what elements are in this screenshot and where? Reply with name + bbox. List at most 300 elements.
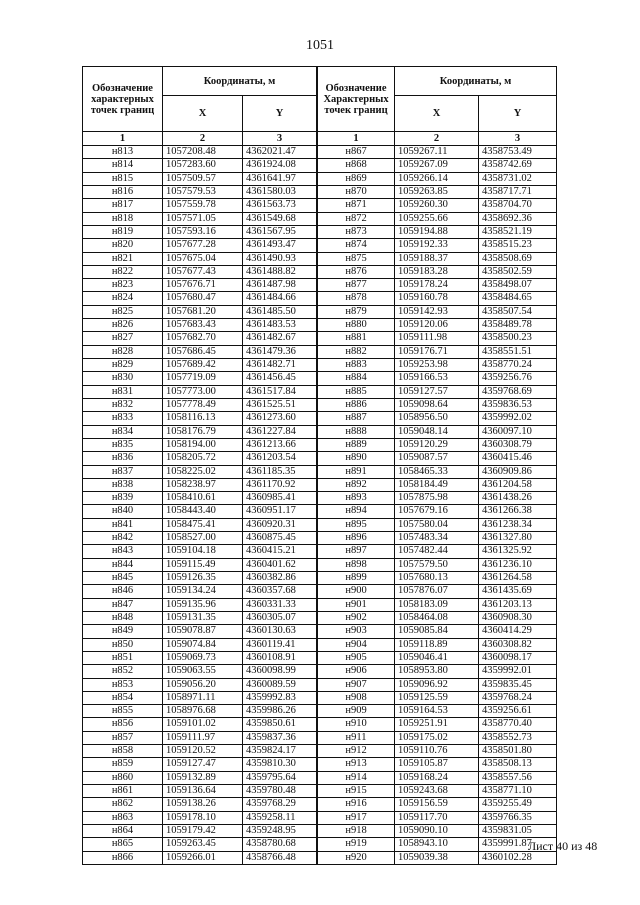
x-coordinate: 1059110.76	[395, 745, 479, 758]
table-row	[318, 438, 557, 451]
x-coordinate: 1058956.50	[395, 412, 479, 425]
y-coordinate: 4358508.13	[479, 758, 557, 771]
table-row	[318, 638, 557, 651]
y-coordinate: 4361479.36	[243, 345, 317, 358]
point-designation: н813	[83, 146, 163, 159]
table-row	[83, 638, 317, 651]
table-row	[83, 731, 317, 744]
x-coordinate: 1059266.14	[395, 172, 479, 185]
x-coordinate: 1058943.10	[395, 838, 479, 851]
point-designation: н878	[318, 292, 395, 305]
y-coordinate: 4361238.34	[479, 518, 557, 531]
x-coordinate: 1059164.53	[395, 705, 479, 718]
point-designation: н827	[83, 332, 163, 345]
y-coordinate: 4359248.95	[243, 824, 317, 837]
point-designation: н837	[83, 465, 163, 478]
table-row	[83, 505, 317, 518]
y-coordinate: 4361185.35	[243, 465, 317, 478]
table-row	[318, 252, 557, 265]
x-coordinate: 1059120.06	[395, 319, 479, 332]
table-row	[318, 305, 557, 318]
table-row	[318, 185, 557, 198]
table-row	[83, 532, 317, 545]
table-row	[318, 678, 557, 691]
y-coordinate: 4360130.63	[243, 625, 317, 638]
point-designation: н888	[318, 425, 395, 438]
point-designation: н862	[83, 798, 163, 811]
x-coordinate: 1058116.13	[163, 412, 243, 425]
point-designation: н898	[318, 558, 395, 571]
y-coordinate: 4358489.78	[479, 319, 557, 332]
x-coordinate: 1057593.16	[163, 225, 243, 238]
y-coordinate: 4361170.92	[243, 478, 317, 491]
y-coordinate: 4359795.64	[243, 771, 317, 784]
y-coordinate: 4359824.17	[243, 745, 317, 758]
y-coordinate: 4358521.19	[479, 225, 557, 238]
x-coordinate: 1059253.98	[395, 359, 479, 372]
y-coordinate: 4358771.10	[479, 785, 557, 798]
point-designation: н874	[318, 239, 395, 252]
x-coordinate: 1059251.91	[395, 718, 479, 731]
y-header: Y	[243, 96, 317, 132]
y-coordinate: 4361227.84	[243, 425, 317, 438]
point-designation: н877	[318, 279, 395, 292]
x-coordinate: 1058443.40	[163, 505, 243, 518]
point-designation: н814	[83, 159, 163, 172]
point-designation: н826	[83, 319, 163, 332]
y-coordinate: 4361580.03	[243, 185, 317, 198]
y-coordinate: 4359992.02	[479, 412, 557, 425]
y-header-right: Y	[479, 96, 557, 132]
point-designation: н834	[83, 425, 163, 438]
table-row	[83, 824, 317, 837]
point-designation: н858	[83, 745, 163, 758]
point-designation: н910	[318, 718, 395, 731]
y-coordinate: 4360108.91	[243, 651, 317, 664]
y-coordinate: 4361567.95	[243, 225, 317, 238]
y-coordinate: 4358507.54	[479, 305, 557, 318]
table-row	[83, 838, 317, 851]
x-coordinate: 1059176.71	[395, 345, 479, 358]
y-coordinate: 4361483.53	[243, 319, 317, 332]
x-coordinate: 1059074.84	[163, 638, 243, 651]
table-row	[83, 225, 317, 238]
y-coordinate: 4361487.98	[243, 279, 317, 292]
y-coordinate: 4361924.08	[243, 159, 317, 172]
point-designation: н919	[318, 838, 395, 851]
table-row	[83, 199, 317, 212]
table-row	[318, 372, 557, 385]
y-coordinate: 4361484.66	[243, 292, 317, 305]
y-coordinate: 4358742.69	[479, 159, 557, 172]
y-coordinate: 4358498.07	[479, 279, 557, 292]
x-coordinate: 1059127.57	[395, 385, 479, 398]
point-designation: н886	[318, 398, 395, 411]
designation-header: Обозначение характерных точек границ	[83, 67, 163, 132]
table-row	[83, 611, 317, 624]
x-coordinate: 1059175.02	[395, 731, 479, 744]
x-coordinate: 1057283.60	[163, 159, 243, 172]
point-designation: н868	[318, 159, 395, 172]
point-designation: н887	[318, 412, 395, 425]
x-header: X	[163, 96, 243, 132]
table-row	[83, 172, 317, 185]
table-row	[318, 598, 557, 611]
x-header-right: X	[395, 96, 479, 132]
x-coordinate: 1058183.09	[395, 598, 479, 611]
point-designation: н846	[83, 585, 163, 598]
y-coordinate: 4361482.67	[243, 332, 317, 345]
y-coordinate: 4358717.71	[479, 185, 557, 198]
table-row	[318, 824, 557, 837]
x-coordinate: 1058238.97	[163, 478, 243, 491]
point-designation: н822	[83, 265, 163, 278]
point-designation: н871	[318, 199, 395, 212]
y-coordinate: 4360985.41	[243, 492, 317, 505]
table-row	[83, 705, 317, 718]
y-coordinate: 4361517.84	[243, 385, 317, 398]
table-row	[83, 678, 317, 691]
y-coordinate: 4359991.87	[479, 838, 557, 851]
table-row	[83, 159, 317, 172]
y-coordinate: 4360357.68	[243, 585, 317, 598]
x-coordinate: 1057571.05	[163, 212, 243, 225]
point-designation: н869	[318, 172, 395, 185]
y-coordinate: 4358551.51	[479, 345, 557, 358]
y-coordinate: 4361456.45	[243, 372, 317, 385]
point-designation: н835	[83, 438, 163, 451]
x-coordinate: 1057683.43	[163, 319, 243, 332]
table-row	[83, 305, 317, 318]
table-row	[83, 185, 317, 198]
x-coordinate: 1058205.72	[163, 452, 243, 465]
point-designation: н913	[318, 758, 395, 771]
table-row	[318, 212, 557, 225]
point-designation: н901	[318, 598, 395, 611]
y-coordinate: 4360102.28	[479, 851, 557, 864]
table-row	[318, 199, 557, 212]
x-coordinate: 1057680.47	[163, 292, 243, 305]
table-row	[318, 625, 557, 638]
y-coordinate: 4361264.58	[479, 572, 557, 585]
point-designation: н849	[83, 625, 163, 638]
page-number: 1051	[306, 38, 334, 53]
point-designation: н908	[318, 691, 395, 704]
point-designation: н828	[83, 345, 163, 358]
point-designation: н841	[83, 518, 163, 531]
table-row	[318, 785, 557, 798]
point-designation: н883	[318, 359, 395, 372]
point-designation: н890	[318, 452, 395, 465]
x-coordinate: 1059090.10	[395, 824, 479, 837]
point-designation: н815	[83, 172, 163, 185]
table-row	[83, 345, 317, 358]
table-row	[318, 771, 557, 784]
x-coordinate: 1059118.89	[395, 638, 479, 651]
table-row	[83, 319, 317, 332]
x-coordinate: 1059069.73	[163, 651, 243, 664]
point-designation: н872	[318, 212, 395, 225]
x-coordinate: 1059136.64	[163, 785, 243, 798]
table-row	[318, 811, 557, 824]
x-coordinate: 1057483.34	[395, 532, 479, 545]
table-row	[83, 758, 317, 771]
point-designation: н920	[318, 851, 395, 864]
table-row	[83, 598, 317, 611]
x-coordinate: 1059127.47	[163, 758, 243, 771]
x-coordinate: 1059267.11	[395, 146, 479, 159]
point-designation: н817	[83, 199, 163, 212]
table-row	[318, 518, 557, 531]
x-coordinate: 1059120.29	[395, 438, 479, 451]
x-coordinate: 1057482.44	[395, 545, 479, 558]
x-coordinate: 1059178.10	[163, 811, 243, 824]
table-row	[318, 359, 557, 372]
point-designation: н863	[83, 811, 163, 824]
point-designation: н842	[83, 532, 163, 545]
coordinates-table-left	[82, 66, 317, 865]
table-row	[83, 625, 317, 638]
point-designation: н904	[318, 638, 395, 651]
x-coordinate: 1059117.70	[395, 811, 479, 824]
table-row	[318, 691, 557, 704]
y-coordinate: 4361490.93	[243, 252, 317, 265]
y-coordinate: 4359768.29	[243, 798, 317, 811]
x-coordinate: 1059087.57	[395, 452, 479, 465]
point-designation: н832	[83, 398, 163, 411]
point-designation: н844	[83, 558, 163, 571]
y-coordinate: 4359255.49	[479, 798, 557, 811]
table-row	[83, 718, 317, 731]
y-coordinate: 4359831.05	[479, 824, 557, 837]
point-designation: н912	[318, 745, 395, 758]
x-coordinate: 1058971.11	[163, 691, 243, 704]
table-row	[83, 465, 317, 478]
point-designation: н892	[318, 478, 395, 491]
point-designation: н895	[318, 518, 395, 531]
column-number-2-right: 2	[395, 132, 479, 146]
table-row	[83, 212, 317, 225]
point-designation: н879	[318, 305, 395, 318]
table-row	[83, 492, 317, 505]
table-row	[83, 292, 317, 305]
x-coordinate: 1059048.14	[395, 425, 479, 438]
table-row	[318, 425, 557, 438]
y-coordinate: 4358766.48	[243, 851, 317, 864]
table-row	[318, 465, 557, 478]
coordinates-header-right: Координаты, м	[395, 67, 557, 96]
point-designation: н864	[83, 824, 163, 837]
point-designation: н915	[318, 785, 395, 798]
point-designation: н824	[83, 292, 163, 305]
point-designation: н818	[83, 212, 163, 225]
point-designation: н839	[83, 492, 163, 505]
x-coordinate: 1059166.53	[395, 372, 479, 385]
point-designation: н860	[83, 771, 163, 784]
x-coordinate: 1059138.26	[163, 798, 243, 811]
point-designation: н894	[318, 505, 395, 518]
y-coordinate: 4359258.11	[243, 811, 317, 824]
y-coordinate: 4358770.40	[479, 718, 557, 731]
x-coordinate: 1059126.35	[163, 572, 243, 585]
table-row	[318, 319, 557, 332]
table-row	[83, 851, 317, 864]
point-designation: н870	[318, 185, 395, 198]
y-coordinate: 4359256.61	[479, 705, 557, 718]
y-coordinate: 4358692.36	[479, 212, 557, 225]
x-coordinate: 1058184.49	[395, 478, 479, 491]
right-table-body	[318, 146, 557, 865]
x-coordinate: 1059104.18	[163, 545, 243, 558]
x-coordinate: 1057677.43	[163, 265, 243, 278]
y-coordinate: 4360382.86	[243, 572, 317, 585]
x-coordinate: 1059085.84	[395, 625, 479, 638]
x-coordinate: 1059098.64	[395, 398, 479, 411]
y-coordinate: 4359850.61	[243, 718, 317, 731]
y-coordinate: 4358484.65	[479, 292, 557, 305]
y-coordinate: 4360401.62	[243, 558, 317, 571]
table-row	[83, 425, 317, 438]
y-coordinate: 4358753.49	[479, 146, 557, 159]
y-coordinate: 4359835.45	[479, 678, 557, 691]
y-coordinate: 4360098.99	[243, 665, 317, 678]
x-coordinate: 1058465.33	[395, 465, 479, 478]
table-row	[318, 225, 557, 238]
table-row	[83, 585, 317, 598]
table-row	[318, 545, 557, 558]
y-coordinate: 4361563.73	[243, 199, 317, 212]
table-row	[318, 385, 557, 398]
x-coordinate: 1057689.42	[163, 359, 243, 372]
x-coordinate: 1059192.33	[395, 239, 479, 252]
point-designation: н875	[318, 252, 395, 265]
table-row	[83, 398, 317, 411]
y-coordinate: 4360308.79	[479, 438, 557, 451]
y-coordinate: 4360119.41	[243, 638, 317, 651]
point-designation: н823	[83, 279, 163, 292]
x-coordinate: 1059168.24	[395, 771, 479, 784]
table-row	[318, 239, 557, 252]
table-row	[83, 691, 317, 704]
y-coordinate: 4360415.46	[479, 452, 557, 465]
point-designation: н855	[83, 705, 163, 718]
y-coordinate: 4358731.02	[479, 172, 557, 185]
y-coordinate: 4359768.69	[479, 385, 557, 398]
x-coordinate: 1057876.07	[395, 585, 479, 598]
x-coordinate: 1059156.59	[395, 798, 479, 811]
table-row	[83, 265, 317, 278]
point-designation: н848	[83, 611, 163, 624]
point-designation: н900	[318, 585, 395, 598]
x-coordinate: 1059111.98	[395, 332, 479, 345]
table-row	[318, 851, 557, 864]
column-number-3-right: 3	[479, 132, 557, 146]
y-coordinate: 4361435.69	[479, 585, 557, 598]
point-designation: н893	[318, 492, 395, 505]
table-row	[318, 398, 557, 411]
point-designation: н881	[318, 332, 395, 345]
table-row	[318, 731, 557, 744]
point-designation: н907	[318, 678, 395, 691]
x-coordinate: 1059063.55	[163, 665, 243, 678]
y-coordinate: 4360909.86	[479, 465, 557, 478]
x-coordinate: 1059105.87	[395, 758, 479, 771]
y-coordinate: 4358770.24	[479, 359, 557, 372]
table-row	[83, 438, 317, 451]
y-coordinate: 4360908.30	[479, 611, 557, 624]
point-designation: н829	[83, 359, 163, 372]
y-coordinate: 4358557.56	[479, 771, 557, 784]
point-designation: н843	[83, 545, 163, 558]
x-coordinate: 1057686.45	[163, 345, 243, 358]
table-row	[318, 146, 557, 159]
point-designation: н865	[83, 838, 163, 851]
table-row	[83, 359, 317, 372]
point-designation: н853	[83, 678, 163, 691]
table-row	[83, 771, 317, 784]
y-coordinate: 4360305.07	[243, 611, 317, 624]
table-row	[83, 239, 317, 252]
y-coordinate: 4358704.70	[479, 199, 557, 212]
table-row	[318, 279, 557, 292]
y-coordinate: 4362021.47	[243, 146, 317, 159]
x-coordinate: 1057580.04	[395, 518, 479, 531]
y-coordinate: 4360097.10	[479, 425, 557, 438]
x-coordinate: 1059039.38	[395, 851, 479, 864]
x-coordinate: 1059160.78	[395, 292, 479, 305]
y-coordinate: 4361325.92	[479, 545, 557, 558]
point-designation: н905	[318, 651, 395, 664]
y-coordinate: 4361525.51	[243, 398, 317, 411]
y-coordinate: 4359766.35	[479, 811, 557, 824]
table-row	[318, 292, 557, 305]
y-coordinate: 4358515.23	[479, 239, 557, 252]
y-coordinate: 4360415.21	[243, 545, 317, 558]
y-coordinate: 4361549.68	[243, 212, 317, 225]
x-coordinate: 1057679.16	[395, 505, 479, 518]
table-row	[318, 345, 557, 358]
point-designation: н882	[318, 345, 395, 358]
table-row	[83, 452, 317, 465]
table-row	[318, 705, 557, 718]
x-coordinate: 1058194.00	[163, 438, 243, 451]
point-designation: н884	[318, 372, 395, 385]
x-coordinate: 1059132.89	[163, 771, 243, 784]
y-coordinate: 4359992.01	[479, 665, 557, 678]
table-row	[318, 745, 557, 758]
point-designation: н831	[83, 385, 163, 398]
point-designation: н906	[318, 665, 395, 678]
point-designation: н867	[318, 146, 395, 159]
y-coordinate: 4359256.76	[479, 372, 557, 385]
x-coordinate: 1057875.98	[395, 492, 479, 505]
coordinates-table-right	[317, 66, 557, 865]
x-coordinate: 1058410.61	[163, 492, 243, 505]
x-coordinate: 1058976.68	[163, 705, 243, 718]
table-row	[83, 811, 317, 824]
x-coordinate: 1059096.92	[395, 678, 479, 691]
column-number-2: 2	[163, 132, 243, 146]
y-coordinate: 4358502.59	[479, 265, 557, 278]
y-coordinate: 4361203.13	[479, 598, 557, 611]
point-designation: н825	[83, 305, 163, 318]
table-row	[318, 332, 557, 345]
y-coordinate: 4361213.66	[243, 438, 317, 451]
point-designation: н840	[83, 505, 163, 518]
x-coordinate: 1057773.00	[163, 385, 243, 398]
y-coordinate: 4361482.71	[243, 359, 317, 372]
column-number-1-right: 1	[318, 132, 395, 146]
